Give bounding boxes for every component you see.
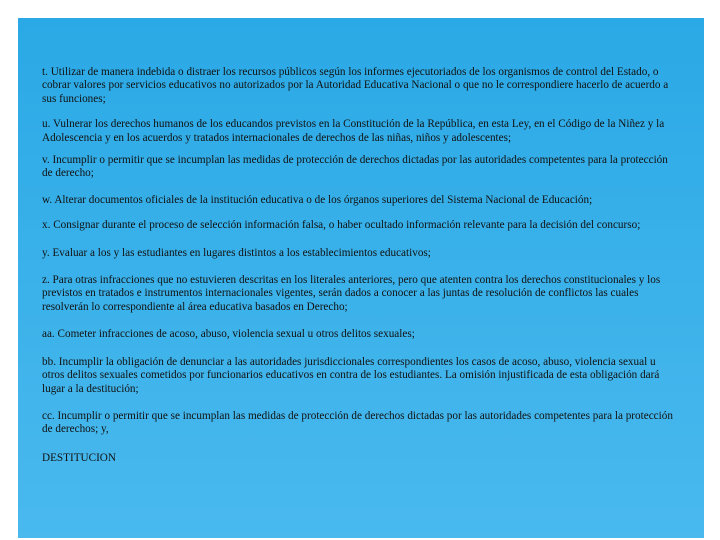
document-body [42,66,678,465]
paragraph-literal-u: u. Vulnerar los derechos humanos de los educandos previstos en la Constitución de la República, en esta Ley, en el Código de la Niñez y la Adolescencia y en los acuerdos y tratados internacionales de derechos de las niñas, niños y adolescentes; [42,118,665,144]
paragraph-literal-aa: aa. Cometer infracciones de acoso, abuso, violencia sexual u otros delitos sexuales; [42,328,415,341]
paragraph-literal-z: z. Para otras infracciones que no estuvieren descritas en los literales anteriores, pero que atenten contra los derechos constitucionales y los previstos en tratados e instrumentos internacionales vigentes, serán dados a conocer a las juntas de resolución de conflictos las cuales resolverán lo correspondiente al área educativa basados en Derecho; [42,274,661,313]
paragraph-literal-t: t. Utilizar de manera indebida o distraer los recursos públicos según los informes ejecutoriados de los organismos de control del Estado, o cobrar valores por servicios educativos no autorizados por la Autoridad Educativa Nacional o que no le correspondiere hacerlo de acuerdo a sus funciones; [42,66,669,105]
paragraph-literal-y: y. Evaluar a los y las estudiantes en lugares distintos a los establecimientos educativos; [42,246,431,259]
paragraph-literal-bb: bb. Incumplir la obligación de denunciar a las autoridades jurisdiccionales correspondientes los casos de acoso, abuso, violencia sexual u otros delitos sexuales cometidos por funcionarios educativos en contra de los estudiantes. La omisión injustificada de esta obligación dará lugar a la destitución; [42,355,660,395]
paragraph-literal-w: w. Alterar documentos oficiales de la institución educativa o de los órganos superiores del Sistema Nacional de Educación; [42,193,593,206]
sanction-heading: DESTITUCION [42,451,116,464]
paragraph-literal-v: v. Incumplir o permitir que se incumplan las medidas de protección de derechos dictadas por las autoridades competentes para la protección de derecho; [42,154,668,180]
paragraph-literal-x: x. Consignar durante el proceso de selección información falsa, o haber ocultado información relevante para la decisión del concurso; [42,219,641,232]
paragraph-literal-cc: cc. Incumplir o permitir que se incumplan las medidas de protección de derechos dictadas por las autoridades competentes para la protección de derechos; y, [42,409,673,436]
